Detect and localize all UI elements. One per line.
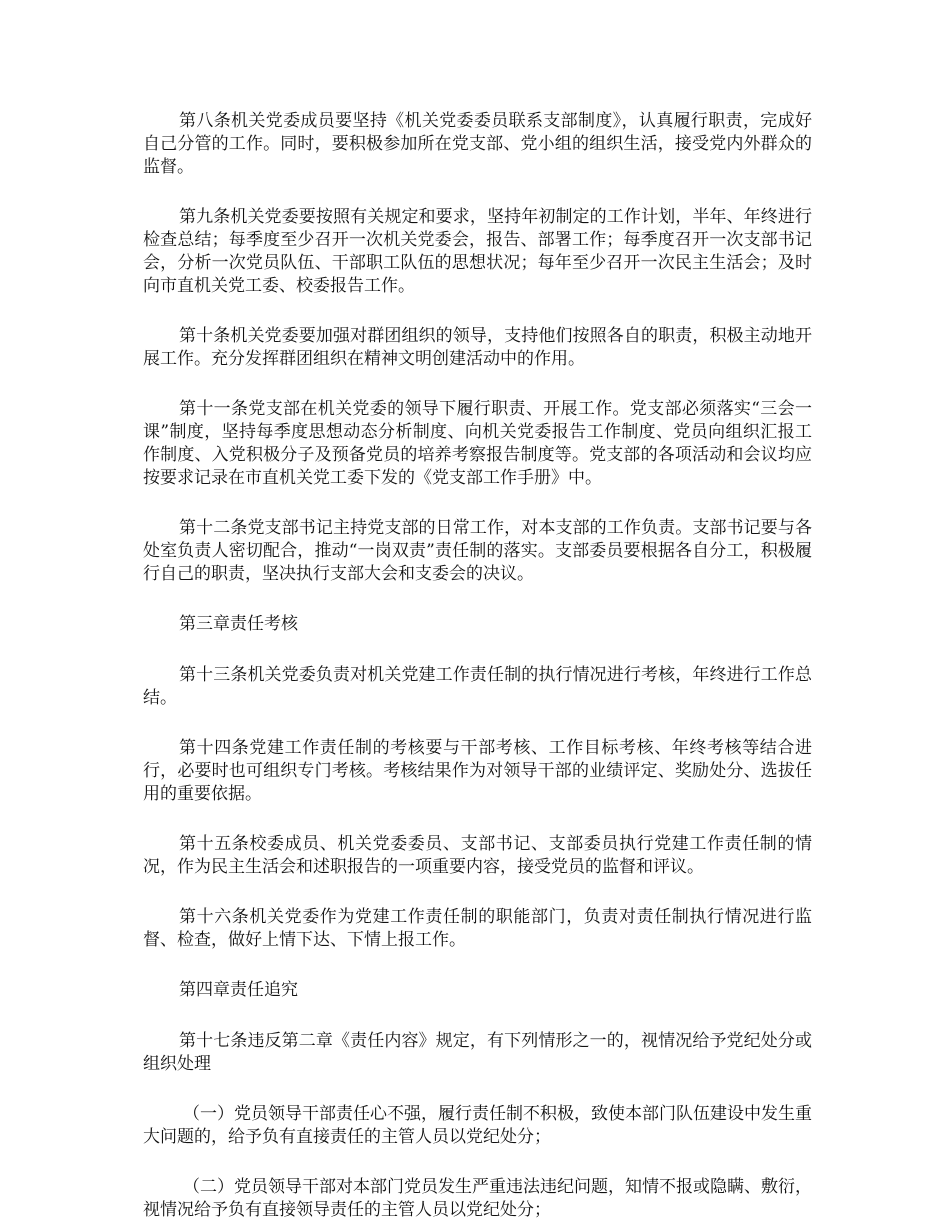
article-13-paragraph: 第十三条机关党委负责对机关党建工作责任制的执行情况进行考核，年终进行工作总结。: [143, 665, 812, 708]
chapter-4-heading: 第四章责任追究: [179, 980, 298, 1000]
article-12-paragraph: 第十二条党支部书记主持党支部的日常工作，对本支部的工作负责。支部书记要与各处室负责人密切配合，推动“一岗双责”责任制的落实。支部委员要根据各自分工，积极履行自己的职责，坚决执行支部大会和支委会的决议。: [143, 518, 812, 584]
article-15-paragraph: 第十五条校委成员、机关党委委员、支部书记、支部委员执行党建工作责任制的情况，作为民主生活会和述职报告的一项重要内容，接受党员的监督和评议。: [143, 834, 812, 877]
chapter-3-heading: 第三章责任考核: [179, 614, 298, 634]
article-9-paragraph: 第九条机关党委要按照有关规定和要求，坚持年初制定的工作计划，半年、年终进行检查总结；每季度至少召开一次机关党委会，报告、部署工作；每季度召开一次支部书记会，分析一次党员队伍、干部职工队伍的思想状况；每年至少召开一次民主生活会；及时向市直机关党工委、校委报告工作。: [143, 207, 812, 296]
article-10-paragraph: 第十条机关党委要加强对群团组织的领导，支持他们按照各自的职责，积极主动地开展工作。充分发挥群团组织在精神文明创建活动中的作用。: [143, 326, 812, 369]
article-8-paragraph: 第八条机关党委成员要坚持《机关党委委员联系支部制度》，认真履行职责，完成好自己分管的工作。同时，要积极参加所在党支部、党小组的组织生活，接受党内外群众的监督。: [143, 111, 812, 177]
article-14-paragraph: 第十四条党建工作责任制的考核要与干部考核、工作目标考核、年终考核等结合进行，必要时也可组织专门考核。考核结果作为对领导干部的业绩评定、奖励处分、选拔任用的重要依据。: [143, 738, 812, 804]
article-17-paragraph: 第十七条违反第二章《责任内容》规定，有下列情形之一的，视情况给予党纪处分或组织处理: [143, 1031, 812, 1074]
list-item-1: （一）党员领导干部责任心不强，履行责任制不积极，致使本部门队伍建设中发生重大问题的，给予负有直接责任的主管人员以党纪处分；: [143, 1104, 812, 1147]
article-16-paragraph: 第十六条机关党委作为党建工作责任制的职能部门，负责对责任制执行情况进行监督、检查，做好上情下达、下情上报工作。: [143, 907, 812, 950]
article-11-paragraph: 第十一条党支部在机关党委的领导下履行职责、开展工作。党支部必须落实“三会一课”制度，坚持每季度思想动态分析制度、向机关党委报告工作制度、党员向组织汇报工作制度、入党积极分子及预备党员的培养考察报告制度等。党支部的各项活动和会议均应按要求记录在市直机关党工委下发的《党支部工作手册》中。: [143, 399, 812, 488]
list-item-2: （二）党员领导干部对本部门党员发生严重违法违纪问题，知情不报或隐瞒、敷衍，视情况给予负有直接领导责任的主管人员以党纪处分；: [143, 1177, 812, 1220]
